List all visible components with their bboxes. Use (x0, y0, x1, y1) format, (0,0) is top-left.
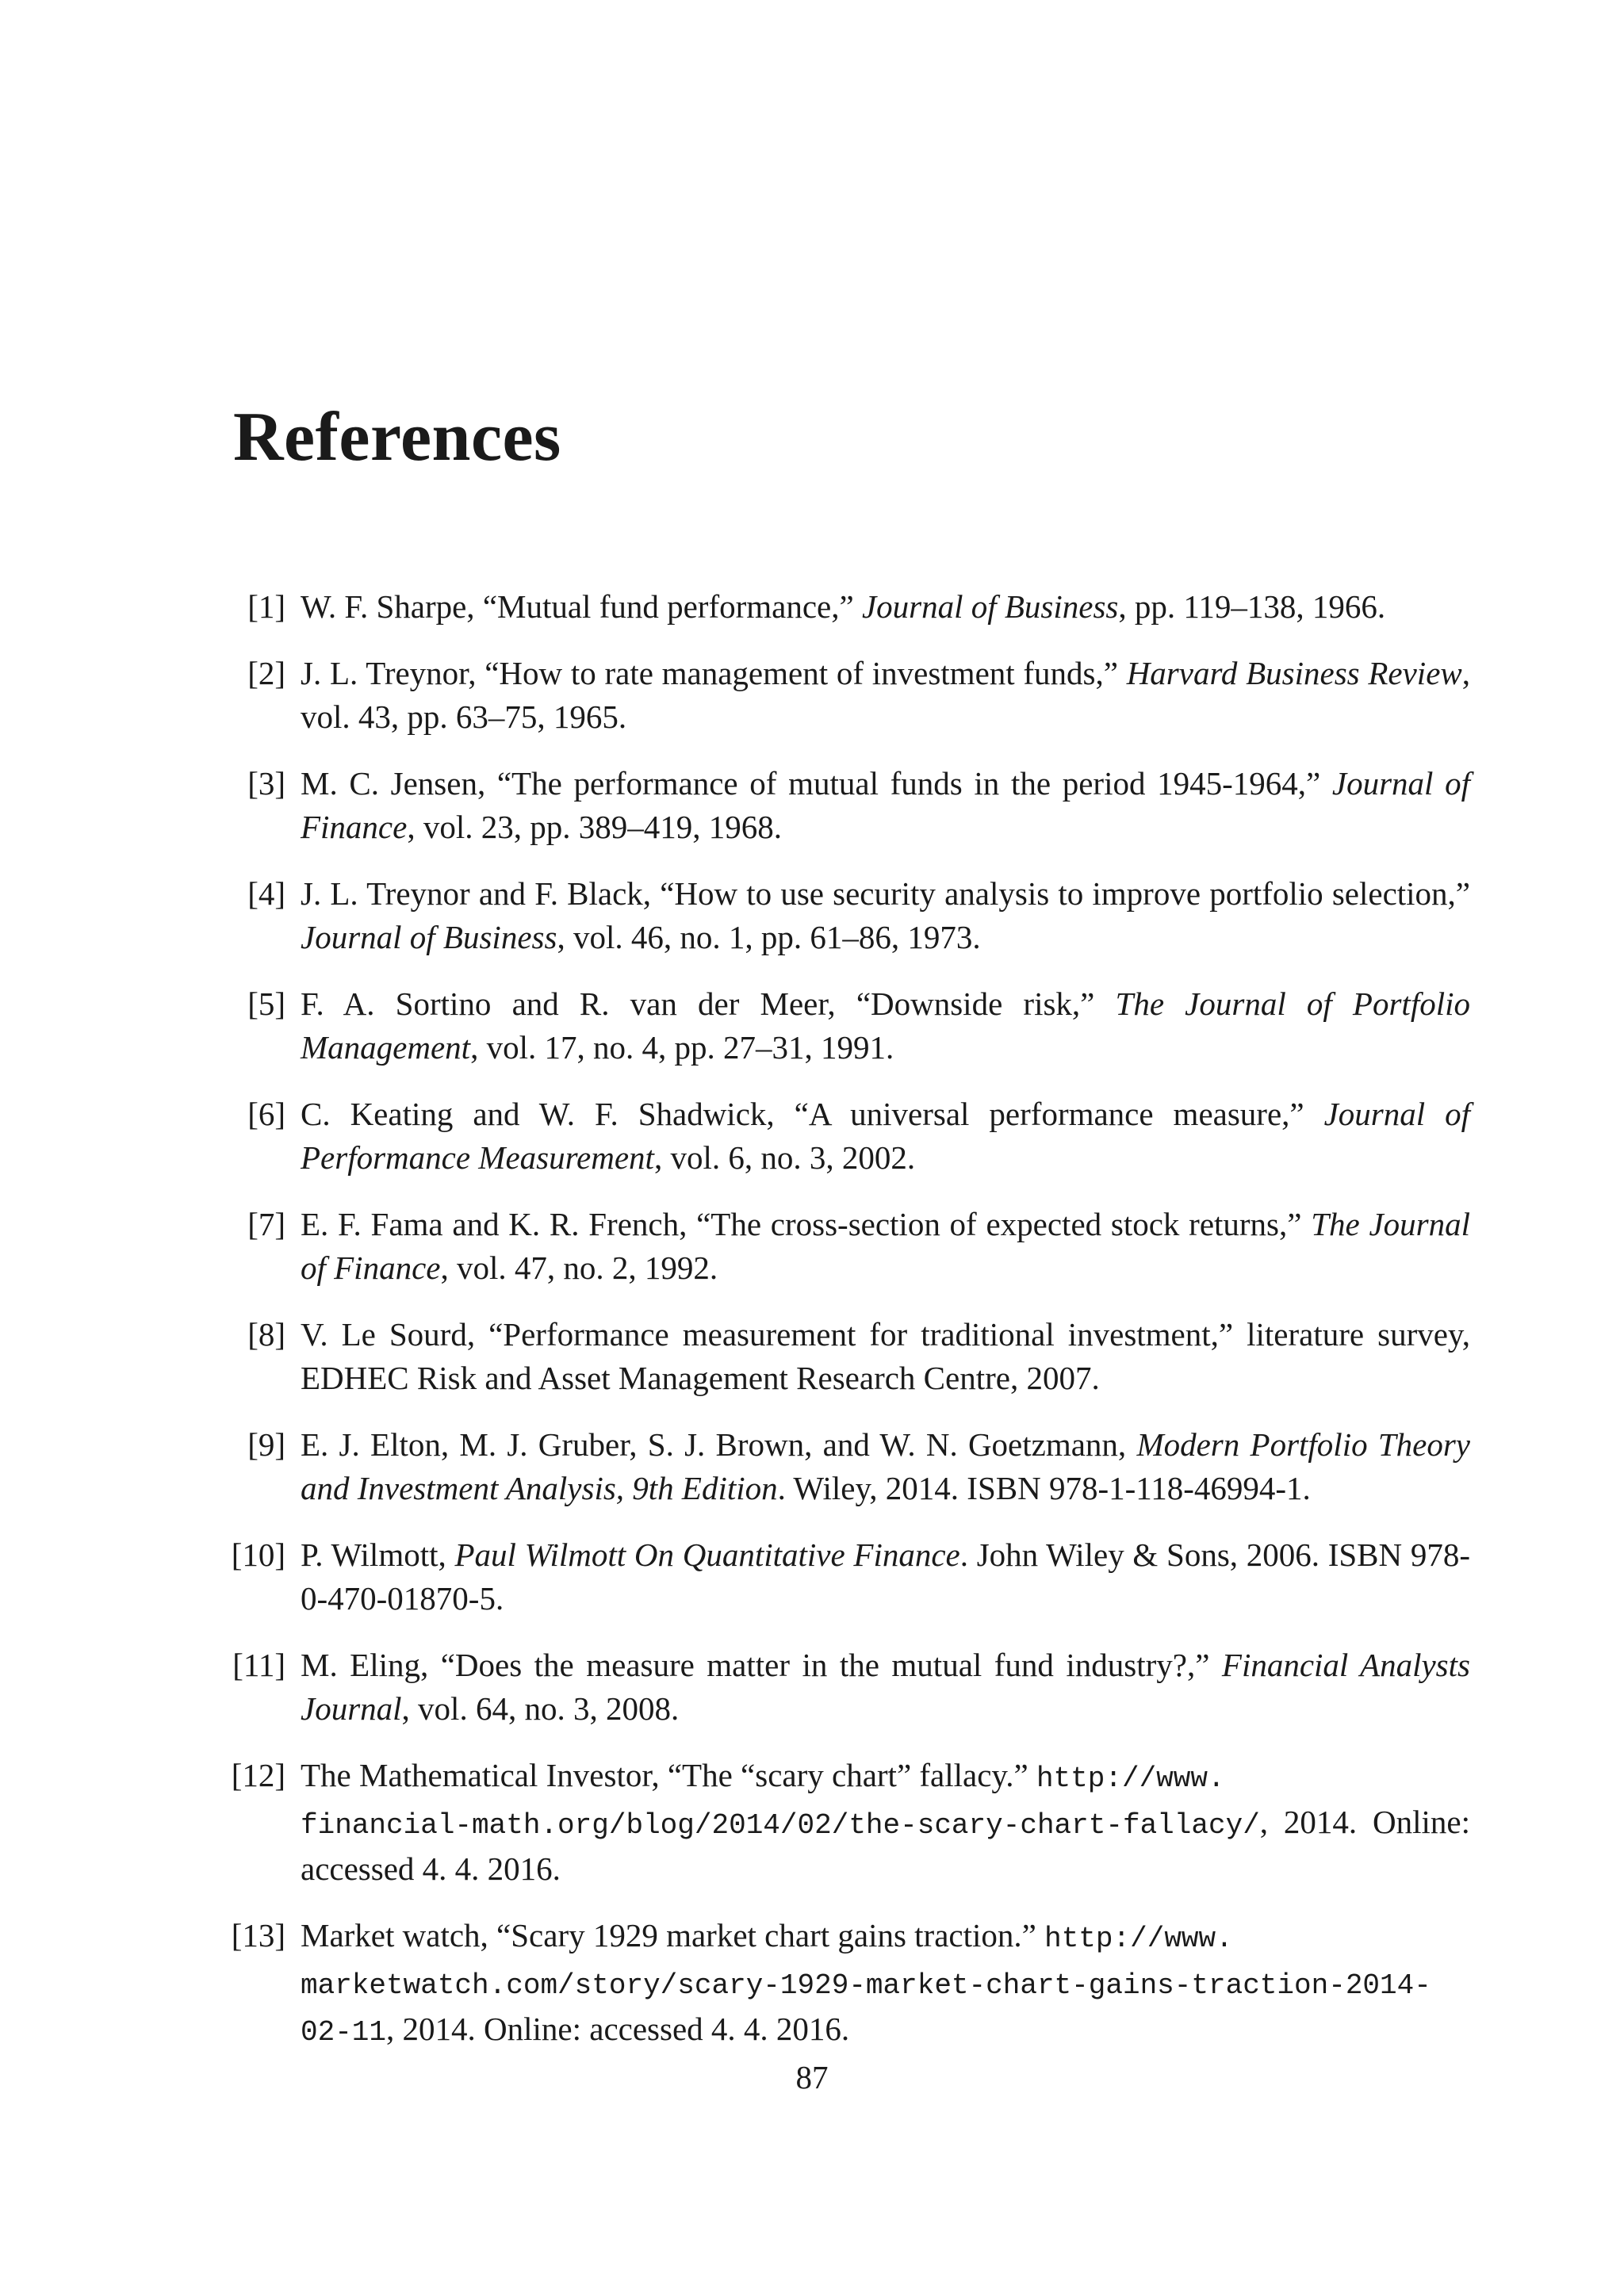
reference-venue: Journal of Business (861, 588, 1119, 625)
reference-venue: The Journal of Portfolio Management (301, 985, 1470, 1066)
reference-authors: E. F. Fama and K. R. French, (301, 1206, 697, 1242)
reference-number: [ 9 ] (247, 1423, 285, 1467)
reference-details: literature survey, EDHEC Risk and Asset Management Research Centre, 2007. (301, 1316, 1471, 1396)
reference-number: [ 8 ] (247, 1313, 285, 1357)
reference-title: “How to use security analysis to improve portfolio selection,” (660, 875, 1471, 912)
reference-item (233, 1914, 1470, 2054)
reference-title: “Does the measure matter in the mutual fund industry?,” (440, 1647, 1222, 1683)
reference-details: , pp. 119–138, 1966. (1118, 588, 1386, 625)
reference-authors: M. Eling, (301, 1647, 441, 1683)
reference-number: [ 2 ] (247, 652, 285, 695)
reference-authors: The Mathematical Investor, (301, 1757, 668, 1793)
reference-details: , 2014. Online: accessed 4. 4. 2016. (301, 1804, 1470, 1887)
reference-item (233, 1644, 1470, 1731)
reference-title: “Downside risk,” (856, 985, 1116, 1022)
reference-item (233, 1313, 1470, 1400)
reference-url[interactable]: http://www. (1044, 1923, 1233, 1955)
reference-number: [ 6 ] (247, 1093, 285, 1136)
reference-number: [ 10 ] (232, 1533, 285, 1577)
reference-title: “The “scary chart” fallacy.” (667, 1757, 1036, 1793)
reference-authors: W. F. Sharpe, (301, 588, 483, 625)
reference-authors: V. Le Sourd, (301, 1316, 489, 1353)
reference-details: , vol. 23, pp. 389–419, 1968. (407, 809, 782, 845)
reference-venue: Financial Analysts Journal (301, 1647, 1470, 1727)
page-number: 87 (795, 2059, 829, 2095)
reference-list (233, 585, 1470, 2077)
reference-authors: Market watch, (301, 1917, 497, 1954)
reference-details: , vol. 46, no. 1, pp. 61–86, 1973. (557, 919, 981, 955)
page-title: References (233, 399, 561, 476)
reference-number: [ 5 ] (247, 982, 285, 1026)
reference-item (233, 762, 1470, 849)
reference-details: , vol. 6, no. 3, 2002. (653, 1139, 916, 1176)
reference-item (233, 872, 1470, 959)
reference-title: “The performance of mutual funds in the period 1945-1964,” (496, 765, 1332, 802)
reference-venue: Paul Wilmott On Quantitative Finance (454, 1536, 960, 1573)
reference-item (233, 652, 1470, 739)
reference-item (233, 585, 1470, 629)
reference-authors: P. Wilmott, (301, 1536, 455, 1573)
reference-authors: J. L. Treynor and F. Black, (301, 875, 661, 912)
reference-url[interactable]: marketwatch.com/story/scary-1929-market-chart-gains-traction-2014-02-11 (301, 1969, 1431, 2049)
reference-details: , vol. 43, pp. 63–75, 1965. (301, 655, 1470, 735)
reference-details: , 2014. Online: accessed 4. 4. 2016. (386, 2011, 850, 2047)
reference-title: “How to rate management of investment funds,” (485, 655, 1127, 691)
reference-item (233, 1093, 1470, 1180)
reference-item (233, 1533, 1470, 1621)
reference-url[interactable]: http://www. (1036, 1762, 1225, 1795)
reference-details: , vol. 64, no. 3, 2008. (401, 1690, 680, 1727)
reference-title: “Mutual fund performance,” (482, 588, 862, 625)
reference-venue: Modern Portfolio Theory and Investment Analysis, 9th Edition (301, 1426, 1470, 1506)
reference-venue: Journal of Business (301, 919, 557, 955)
reference-details: . Wiley, 2014. ISBN 978-1-118-46994-1. (777, 1470, 1311, 1506)
reference-item (233, 982, 1470, 1070)
reference-title: “Scary 1929 market chart gains traction.” (496, 1917, 1045, 1954)
reference-venue: Journal of Finance (301, 765, 1471, 845)
reference-authors: C. Keating and W. F. Shadwick, (301, 1096, 795, 1132)
reference-details: . John Wiley & Sons, 2006. ISBN 978-0-470-01870-5. (301, 1536, 1470, 1617)
reference-details: , vol. 47, no. 2, 1992. (440, 1249, 718, 1286)
reference-number: [ 4 ] (247, 872, 285, 916)
reference-venue: The Journal of Finance (301, 1206, 1470, 1286)
reference-url[interactable]: financial-math.org/blog/2014/02/the-scary-chart-fallacy/ (301, 1809, 1260, 1842)
reference-item (233, 1754, 1470, 1891)
reference-title: “Performance measurement for traditional investment,” (488, 1316, 1247, 1353)
reference-number: [ 12 ] (232, 1754, 285, 1797)
reference-item (233, 1203, 1470, 1290)
reference-title: “The cross-section of expected stock returns,” (696, 1206, 1312, 1242)
reference-title: “A universal performance measure,” (794, 1096, 1324, 1132)
reference-authors: J. L. Treynor, (301, 655, 485, 691)
reference-venue: Harvard Business Review (1126, 655, 1462, 691)
reference-authors: E. J. Elton, M. J. Gruber, S. J. Brown, and W. N. Goetzmann, (301, 1426, 1137, 1463)
reference-number: [ 7 ] (247, 1203, 285, 1246)
reference-number: [ 11 ] (232, 1644, 285, 1687)
reference-item (233, 1423, 1470, 1510)
reference-number: [ 13 ] (232, 1914, 285, 1957)
reference-authors: F. A. Sortino and R. van der Meer, (301, 985, 856, 1022)
reference-venue: Journal of Performance Measurement (301, 1096, 1471, 1176)
reference-details: , vol. 17, no. 4, pp. 27–31, 1991. (470, 1029, 894, 1066)
reference-number: [ 1 ] (247, 585, 285, 629)
reference-authors: M. C. Jensen, (301, 765, 497, 802)
reference-number: [ 3 ] (247, 762, 285, 806)
